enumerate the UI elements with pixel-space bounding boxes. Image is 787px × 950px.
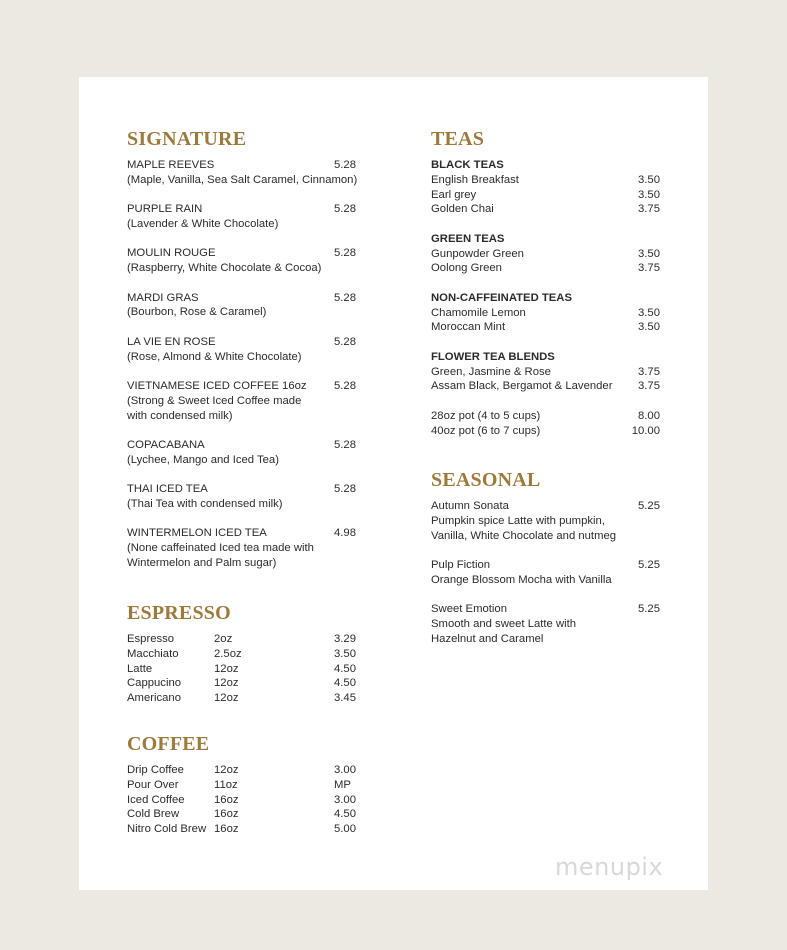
item-name: Pulp Fiction	[431, 558, 491, 571]
item-name: MOULIN ROUGE	[127, 247, 216, 260]
item-price: 5.28	[334, 438, 356, 451]
item-name: PURPLE RAIN	[127, 203, 203, 216]
menu-item	[431, 306, 660, 321]
item-line	[127, 335, 357, 350]
item-size: 12oz	[214, 764, 239, 776]
item-size: 2oz	[214, 633, 233, 645]
menu-item	[431, 247, 660, 262]
item-size: 12oz	[214, 692, 239, 705]
tea-group	[431, 291, 660, 335]
teas-list	[431, 158, 660, 438]
item-description: (Raspberry, White Chocolate & Cocoa)	[127, 262, 322, 275]
tea-group-title: BLACK TEAS	[431, 159, 504, 171]
coffee-list	[127, 763, 356, 837]
menu-item	[127, 379, 357, 423]
item-size: 16oz	[214, 823, 239, 836]
item-price: 5.00	[334, 823, 356, 836]
item-price: 10.00	[631, 424, 660, 437]
item-line	[127, 482, 357, 497]
item-description: with condensed milk)	[127, 409, 233, 422]
item-price: 5.25	[638, 603, 660, 616]
teas-section	[431, 127, 660, 453]
item-description: (None caffeinated Iced tea made with	[127, 542, 314, 555]
tea-group-title: NON-CAFFEINATED TEAS	[431, 291, 572, 304]
item-description: Pumpkin spice Latte with pumpkin,	[431, 514, 605, 527]
tea-group	[431, 409, 660, 439]
item-price: 3.45	[334, 692, 356, 705]
item-size: 12oz	[214, 677, 239, 690]
item-price: 4.50	[334, 662, 356, 675]
item-name: 28oz pot (4 to 5 cups)	[431, 409, 541, 422]
item-name: English Breakfast	[431, 173, 519, 186]
item-price: 3.75	[638, 262, 660, 275]
item-name: Cold Brew	[127, 808, 180, 821]
item-name: Earl grey	[431, 188, 477, 201]
item-price: 3.29	[334, 633, 356, 645]
item-price: 4.98	[334, 527, 356, 540]
item-price: 5.25	[638, 500, 660, 512]
menu-item	[127, 246, 357, 276]
menu-item	[127, 676, 356, 691]
item-name: Autumn Sonata	[431, 500, 509, 512]
item-price: 5.28	[334, 203, 356, 216]
section-title: SEASONAL	[431, 469, 541, 491]
menu-item	[431, 261, 660, 276]
item-name: Sweet Emotion	[431, 603, 507, 616]
item-price: MP	[334, 778, 351, 791]
item-line	[431, 602, 660, 617]
menu-item	[431, 202, 660, 217]
section-title: TEAS	[431, 128, 485, 150]
item-line	[127, 379, 357, 394]
item-price: 5.28	[334, 379, 356, 392]
item-description: Orange Blossom Mocha with Vanilla	[431, 573, 612, 586]
item-description: Hazelnut and Caramel	[431, 632, 544, 645]
item-size: 16oz	[214, 793, 239, 806]
item-price: 3.75	[638, 365, 660, 378]
item-name: Americano	[127, 692, 181, 705]
item-name: Nitro Cold Brew	[127, 823, 207, 836]
menu-item	[127, 807, 356, 822]
item-price: 3.50	[334, 647, 356, 660]
tea-group	[431, 158, 660, 217]
item-price: 5.28	[334, 159, 356, 171]
item-line	[127, 158, 357, 173]
watermark-logo: menupix	[555, 853, 664, 881]
item-description: Wintermelon and Palm sugar)	[127, 556, 277, 569]
item-name: MARDI GRAS	[127, 291, 199, 304]
item-description: (Bourbon, Rose & Caramel)	[127, 306, 267, 319]
tea-group	[431, 350, 660, 394]
menu-item	[127, 291, 357, 321]
item-price: 5.25	[638, 558, 660, 571]
item-price: 5.28	[334, 247, 356, 260]
item-description: (Thai Tea with condensed milk)	[127, 497, 283, 510]
item-size: 11oz	[214, 778, 238, 791]
item-name: Moroccan Mint	[431, 321, 506, 334]
item-price: 5.28	[334, 291, 356, 304]
menu-item	[127, 778, 351, 793]
section-title: COFFEE	[127, 733, 210, 755]
tea-group-title: GREEN TEAS	[431, 232, 505, 245]
item-description: (Maple, Vanilla, Sea Salt Caramel, Cinnamon)	[127, 173, 358, 186]
item-name: Golden Chai	[431, 203, 494, 216]
item-description: Smooth and sweet Latte with	[431, 617, 577, 630]
item-line	[127, 526, 357, 541]
item-price: 3.00	[334, 764, 356, 776]
item-name: COPACABANA	[127, 438, 205, 451]
section-title: ESPRESSO	[127, 602, 231, 624]
menu-item	[431, 320, 660, 335]
menu-item	[127, 526, 357, 570]
item-line	[127, 291, 357, 306]
item-price: 3.00	[334, 793, 356, 806]
menu-item	[127, 482, 357, 512]
item-description: (Strong & Sweet Iced Coffee made	[127, 394, 302, 407]
item-line	[127, 438, 357, 453]
item-line	[127, 202, 357, 217]
menu-item	[127, 647, 356, 662]
menu-item	[127, 822, 356, 837]
menu-item	[431, 602, 660, 646]
menu-item	[127, 335, 357, 365]
item-price: 3.75	[638, 203, 660, 216]
menu-item	[127, 662, 356, 677]
item-description: Vanilla, White Chocolate and nutmeg	[431, 529, 617, 542]
item-name: Macchiato	[127, 647, 179, 660]
item-price: 5.28	[334, 335, 356, 348]
item-name: 40oz pot (6 to 7 cups)	[431, 424, 541, 437]
item-name: Oolong Green	[431, 262, 502, 275]
item-size: 16oz	[214, 808, 239, 821]
menu-item	[127, 438, 357, 468]
menu-item	[127, 202, 357, 232]
section-title: SIGNATURE	[127, 128, 247, 150]
item-name: Pour Over	[127, 778, 179, 791]
menu-item	[431, 409, 660, 424]
tea-group-title: FLOWER TEA BLENDS	[431, 350, 555, 363]
item-name: LA VIE EN ROSE	[127, 335, 216, 348]
menu-item	[431, 173, 660, 188]
item-name: WINTERMELON ICED TEA	[127, 527, 267, 540]
item-name: Cappucino	[127, 677, 182, 690]
item-line	[431, 499, 660, 514]
item-price: 4.50	[334, 677, 356, 690]
item-price: 4.50	[334, 808, 356, 821]
item-line	[127, 246, 357, 261]
item-price: 3.50	[638, 306, 660, 319]
item-name: Gunpowder Green	[431, 247, 524, 260]
coffee-section	[127, 732, 356, 837]
item-name: Green, Jasmine & Rose	[431, 365, 551, 378]
item-name: Espresso	[127, 633, 175, 645]
menu-item	[431, 379, 660, 394]
espresso-section	[127, 601, 356, 706]
item-price: 3.75	[638, 380, 660, 393]
menu-item	[127, 691, 356, 706]
item-name: MAPLE REEVES	[127, 159, 215, 171]
tea-group	[431, 232, 660, 276]
menu-item	[431, 424, 660, 439]
item-name: Iced Coffee	[127, 793, 185, 806]
item-description: (Lavender & White Chocolate)	[127, 217, 279, 230]
menu-item	[127, 158, 357, 188]
menu-item	[431, 365, 660, 380]
item-name: Assam Black, Bergamot & Lavender	[431, 380, 613, 393]
item-name: Drip Coffee	[127, 764, 184, 776]
item-name: THAI ICED TEA	[127, 483, 208, 496]
menu-item	[127, 793, 356, 808]
item-description: (Rose, Almond & White Chocolate)	[127, 350, 302, 363]
item-price: 5.28	[334, 483, 356, 496]
seasonal-section	[431, 468, 660, 661]
item-line	[431, 558, 660, 573]
item-size: 2.5oz	[214, 647, 242, 660]
item-price: 3.50	[638, 321, 660, 334]
item-name: VIETNAMESE ICED COFFEE 16oz	[127, 379, 307, 392]
menu-item	[127, 632, 356, 647]
menu-item	[431, 499, 660, 543]
item-price: 3.50	[638, 188, 660, 201]
item-price: 3.50	[638, 173, 660, 186]
signature-list	[127, 158, 357, 571]
item-size: 12oz	[214, 662, 239, 675]
signature-section	[127, 127, 357, 585]
item-description: (Lychee, Mango and Iced Tea)	[127, 453, 279, 466]
espresso-list	[127, 632, 356, 706]
seasonal-list	[431, 499, 660, 647]
menu-item	[431, 558, 660, 588]
menu-item	[431, 188, 660, 203]
menu-item	[127, 763, 356, 778]
item-name: Latte	[127, 662, 153, 675]
item-price: 3.50	[638, 247, 660, 260]
item-name: Chamomile Lemon	[431, 306, 526, 319]
item-price: 8.00	[638, 409, 660, 422]
